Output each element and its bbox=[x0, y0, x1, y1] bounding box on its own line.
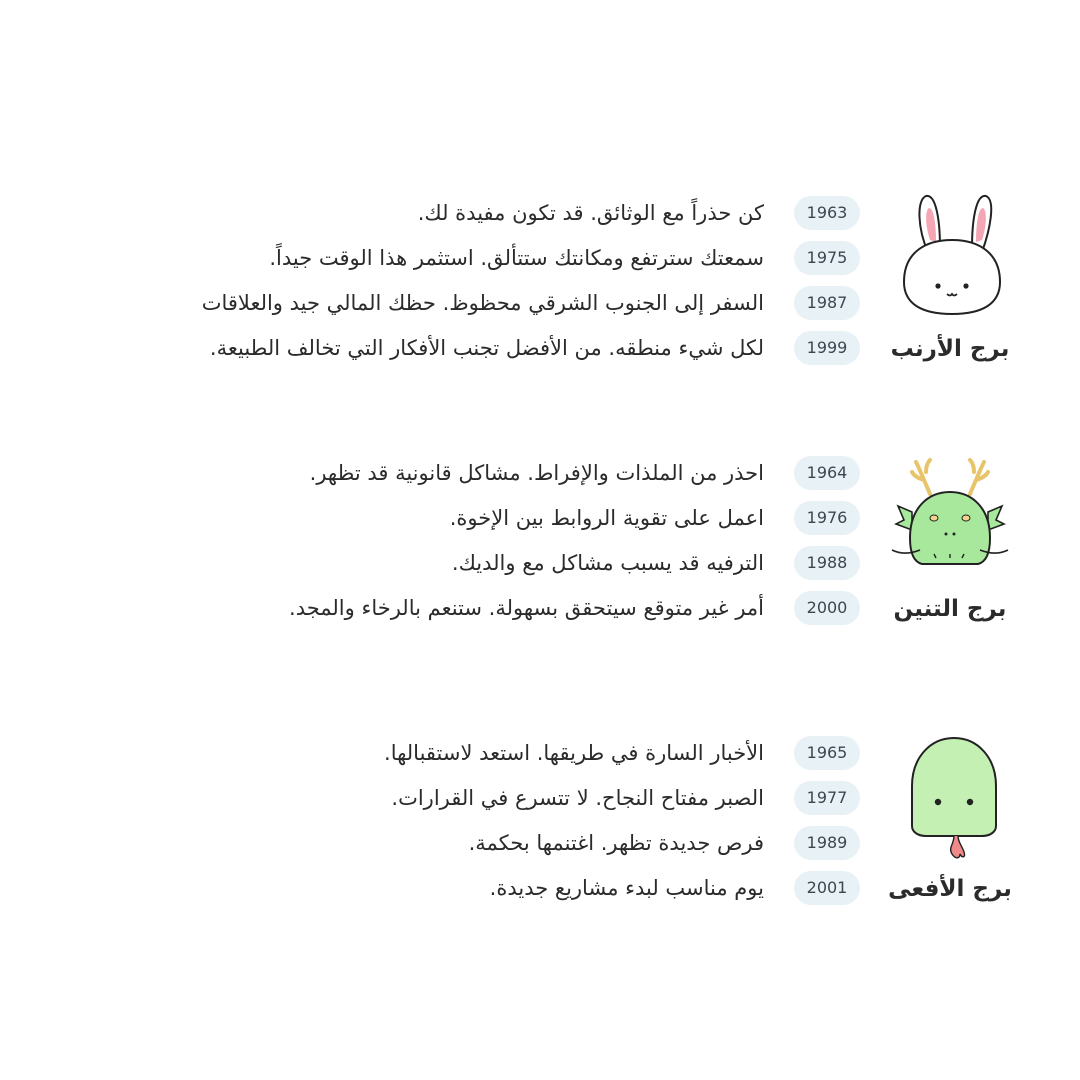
year-badge: 1977 bbox=[794, 781, 860, 815]
year-badge: 2000 bbox=[794, 591, 860, 625]
year-badge: 1976 bbox=[794, 501, 860, 535]
fortune-row bbox=[60, 870, 860, 906]
sign-dragon bbox=[880, 450, 1020, 630]
fortune-text: سمعتك سترتفع ومكانتك ستتألق. استثمر هذا الوقت جيداً. bbox=[269, 246, 764, 270]
snake-icon bbox=[890, 730, 1010, 860]
fortune-text: الأخبار السارة في طريقها. استعد لاستقبالها. bbox=[384, 741, 764, 765]
rabbit-section bbox=[0, 190, 1080, 390]
snake-section bbox=[0, 730, 1080, 930]
fortune-text: كن حذراً مع الوثائق. قد تكون مفيدة لك. bbox=[417, 201, 764, 225]
sign-title: برج الأرنب bbox=[890, 336, 1010, 362]
fortune-row bbox=[60, 780, 860, 816]
fortune-text: اعمل على تقوية الروابط بين الإخوة. bbox=[449, 506, 764, 530]
sign-title: برج الأفعى bbox=[888, 876, 1012, 902]
dragon-section bbox=[0, 450, 1080, 650]
fortune-text: يوم مناسب لبدء مشاريع جديدة. bbox=[489, 876, 764, 900]
fortune-row bbox=[60, 545, 860, 581]
fortune-text: لكل شيء منطقه. من الأفضل تجنب الأفكار التي تخالف الطبيعة. bbox=[209, 336, 764, 360]
year-badge: 1964 bbox=[794, 456, 860, 490]
sign-rabbit bbox=[880, 190, 1020, 370]
fortune-text: السفر إلى الجنوب الشرقي محظوظ. حظك المالي جيد والعلاقات bbox=[201, 291, 764, 315]
fortune-row bbox=[60, 590, 860, 626]
fortune-row bbox=[60, 735, 860, 771]
year-badge: 1965 bbox=[794, 736, 860, 770]
sign-title: برج التنين bbox=[893, 596, 1007, 622]
year-badge: 1999 bbox=[794, 331, 860, 365]
fortune-text: الترفيه قد يسبب مشاكل مع والديك. bbox=[451, 551, 764, 575]
fortune-row bbox=[60, 285, 860, 321]
fortune-text: احذر من الملذات والإفراط. مشاكل قانونية قد تظهر. bbox=[309, 461, 764, 485]
fortune-row bbox=[60, 455, 860, 491]
dragon-icon bbox=[890, 450, 1010, 580]
fortune-text: فرص جديدة تظهر. اغتنمها بحكمة. bbox=[468, 831, 764, 855]
rabbit-icon bbox=[890, 190, 1010, 320]
year-badge: 1975 bbox=[794, 241, 860, 275]
year-badge: 1963 bbox=[794, 196, 860, 230]
fortune-row bbox=[60, 195, 860, 231]
fortune-text: الصبر مفتاح النجاح. لا تتسرع في القرارات. bbox=[391, 786, 764, 810]
year-badge: 1989 bbox=[794, 826, 860, 860]
year-badge: 1987 bbox=[794, 286, 860, 320]
year-badge: 2001 bbox=[794, 871, 860, 905]
fortune-row bbox=[60, 825, 860, 861]
year-badge: 1988 bbox=[794, 546, 860, 580]
fortune-row bbox=[60, 500, 860, 536]
fortune-row bbox=[60, 240, 860, 276]
fortune-text: أمر غير متوقع سيتحقق بسهولة. ستنعم بالرخاء والمجد. bbox=[289, 596, 764, 620]
sign-snake bbox=[880, 730, 1020, 910]
fortune-row bbox=[60, 330, 860, 366]
